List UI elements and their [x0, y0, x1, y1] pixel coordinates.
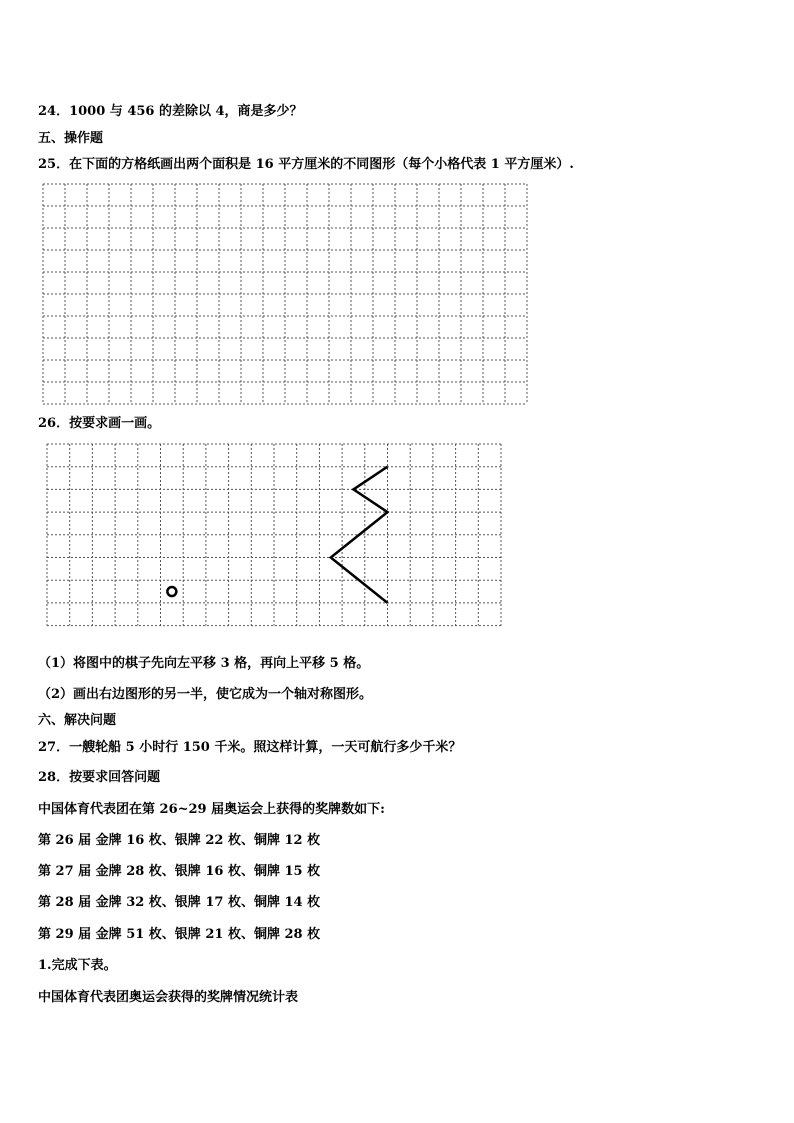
question-28: 28．按要求回答问题	[38, 770, 161, 785]
medal-row-27: 第 27 届 金牌 28 枚、银牌 16 枚、铜牌 15 枚	[38, 864, 321, 879]
medal-row-28: 第 28 届 金牌 32 枚、银牌 17 枚、铜牌 14 枚	[38, 895, 321, 910]
question-27: 27．一艘轮船 5 小时行 150 千米。照这样计算，一天可航行多少千米？	[38, 740, 462, 755]
question-28-intro: 中国体育代表团在第 26~29 届奥运会上获得的奖牌数如下:	[38, 802, 385, 817]
medal-row-29: 第 29 届 金牌 51 枚、银牌 21 枚、铜牌 28 枚	[38, 927, 321, 942]
chess-piece	[167, 587, 176, 596]
question-24: 24．1000 与 456 的差除以 4，商是多少？	[38, 104, 303, 119]
grid-paper-q25	[42, 183, 528, 405]
section-5-heading: 五、操作题	[38, 131, 104, 146]
question-28-task-1: 1.完成下表。	[38, 958, 117, 973]
question-26: 26．按要求画一画。	[38, 416, 161, 431]
grid-paper-q26	[46, 443, 502, 627]
question-25: 25．在下面的方格纸画出两个面积是 16 平方厘米的不同图形（每个小格代表 1 平方厘米）.	[38, 157, 574, 172]
medal-row-26: 第 26 届 金牌 16 枚、银牌 22 枚、铜牌 12 枚	[38, 833, 321, 848]
table-title: 中国体育代表团奥运会获得的奖牌情况统计表	[38, 990, 299, 1005]
question-26-part-2: （2）画出右边图形的另一半，使它成为一个轴对称图形。	[38, 687, 373, 702]
question-26-part-1: （1）将图中的棋子先向左平移 3 格，再向上平移 5 格。	[38, 656, 370, 671]
section-6-heading: 六、解决问题	[38, 713, 117, 728]
